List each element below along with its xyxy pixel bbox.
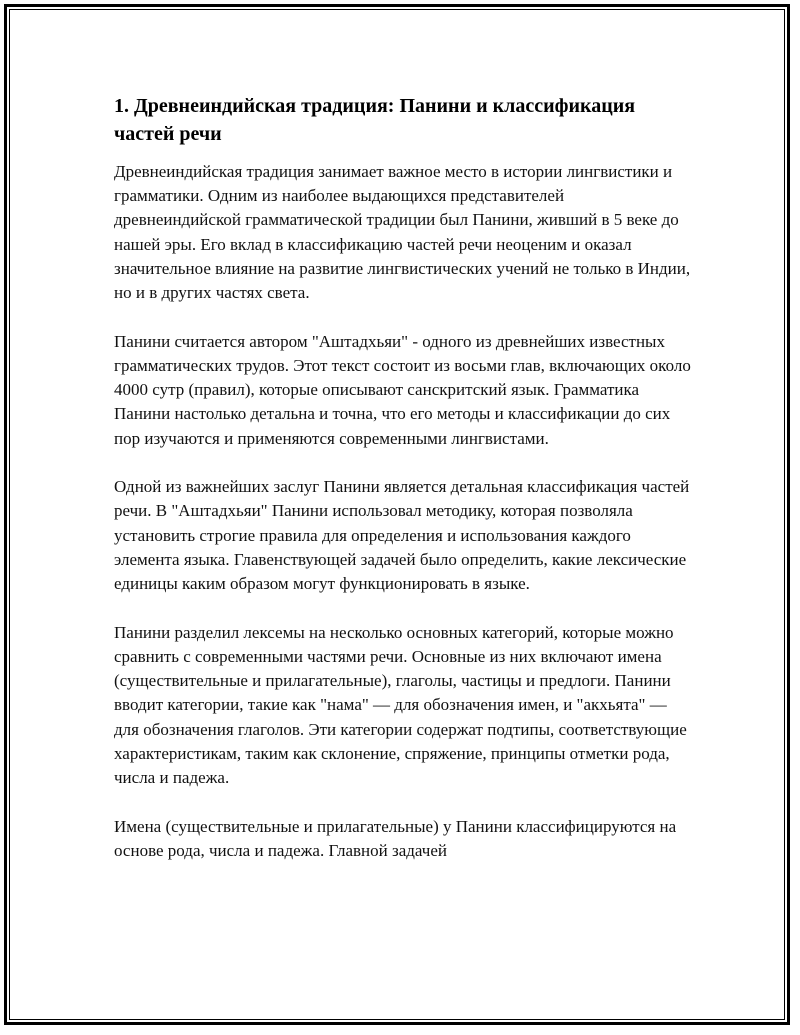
paragraph-1: Древнеиндийская традиция занимает важное место в истории лингвистики и грамматики. Одним из наиболее выдающихся представителей древнеиндийской грамматической традиции был Панини, живший в 5 веке до нашей эры. Его вклад в классификацию частей речи неоценим и оказал значительное влияние на развитие лингвистических учений не только в Индии, но и в других частях света.	[114, 162, 691, 303]
paragraph-2: Панини считается автором "Аштадхьяи" - одного из древнейших известных грамматических трудов. Этот текст состоит из восьми глав, включающих около 4000 сутр (правил), которые описывают санскритский язык. Грамматика Панини настолько детальна и точна, что его методы и классификации до сих пор изучаются и применяются современными лингвистами.	[114, 331, 691, 448]
paragraph-4: Панини разделил лексемы на несколько основных категорий, которые можно сравнить с современными частями речи. Основные из них включают имена (существительные и прилагательные), глаголы, частицы и предлоги. Панини вводит категории, такие как "нама" — для обозначения имен, и "акхьята" — для обозначения глаголов. Эти категории содержат подтипы, соответствующие характеристикам, таким как склонение, спряжение, принципы отметки рода, числа и падежа.	[114, 622, 687, 787]
paragraph-5: Имена (существительные и прилагательные) у Панини классифицируются на основе рода, числа и падежа. Главной задачей	[114, 816, 677, 860]
paragraph-3: Одной из важнейших заслуг Панини является детальная классификация частей речи. В "Аштадхьяи" Панини использовал методику, которая позволяла установить строгие правила для определения и использования каждого элемента языка. Главенствующей задачей было определить, какие лексические единицы каким образом могут функционировать в языке.	[114, 477, 690, 594]
document-body	[114, 92, 694, 888]
section-heading: 1. Древнеиндийская традиция: Панини и классификация частей речи	[114, 95, 636, 145]
